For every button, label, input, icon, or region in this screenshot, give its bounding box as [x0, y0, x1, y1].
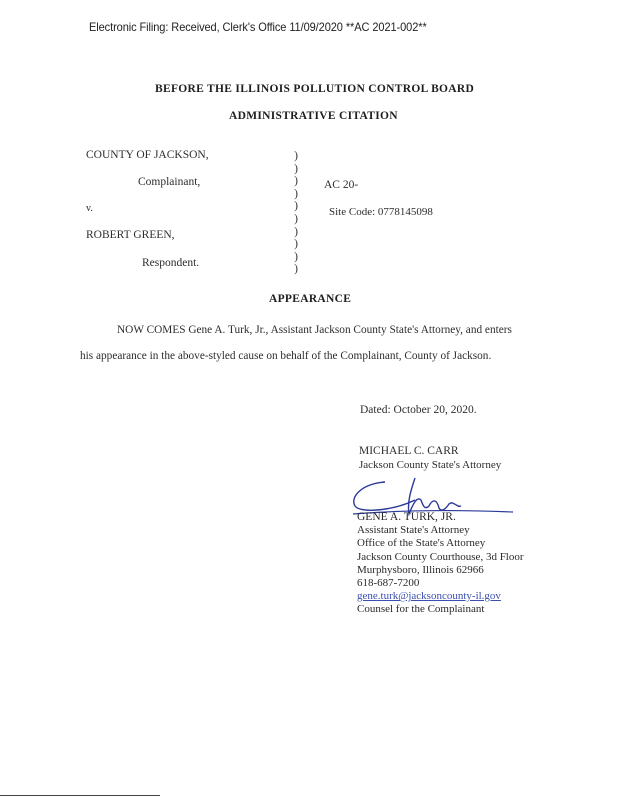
- paren: ): [294, 250, 298, 263]
- citation-heading: ADMINISTRATIVE CITATION: [229, 110, 398, 122]
- complainant-role: Complainant,: [138, 176, 201, 188]
- complainant-name: COUNTY OF JACKSON,: [86, 149, 209, 161]
- paren: ): [294, 212, 298, 225]
- counsel-role: Counsel for the Complainant: [357, 603, 485, 616]
- respondent-name: ROBERT GREEN,: [86, 229, 175, 241]
- paren: ): [294, 162, 298, 175]
- body-line-2: his appearance in the above-styled cause on behalf of the Complainant, County of Jackson.: [80, 350, 492, 362]
- phone-number: 618-687-7200: [357, 577, 420, 590]
- paren: ): [294, 238, 298, 251]
- signer-title: Assistant State's Attorney: [357, 524, 470, 537]
- signature-block: [357, 511, 524, 617]
- appearance-heading: APPEARANCE: [269, 293, 352, 305]
- bottom-divider: [0, 795, 160, 796]
- case-number: AC 20-: [324, 179, 359, 191]
- site-code: Site Code: 0778145098: [329, 206, 433, 218]
- paren: ): [294, 200, 298, 213]
- email-link[interactable]: gene.turk@jacksoncounty-il.gov: [357, 590, 501, 603]
- signer-name: GENE A. TURK, JR.: [357, 511, 456, 523]
- attorney-name: MICHAEL C. CARR: [359, 445, 459, 457]
- respondent-role: Respondent.: [142, 257, 200, 269]
- dated-line: Dated: October 20, 2020.: [360, 404, 477, 416]
- address-line-1: Jackson County Courthouse, 3d Floor: [357, 550, 524, 563]
- paren: ): [294, 187, 298, 200]
- attorney-title: Jackson County State's Attorney: [359, 459, 502, 471]
- board-heading: BEFORE THE ILLINOIS POLLUTION CONTROL BOARD: [155, 83, 475, 95]
- paren: ): [294, 225, 298, 238]
- address-line-2: Murphysboro, Illinois 62966: [357, 563, 484, 576]
- paren: ): [294, 175, 298, 188]
- paren: ): [294, 150, 298, 162]
- filing-stamp: Electronic Filing: Received, Clerk's Office 11/09/2020 **AC 2021-002**: [89, 20, 427, 34]
- paren: ): [294, 263, 298, 276]
- caption-parentheses: [292, 150, 300, 276]
- body-line-1: NOW COMES Gene A. Turk, Jr., Assistant Jackson County State's Attorney, and enters: [117, 324, 512, 336]
- versus-label: v.: [86, 203, 93, 214]
- office-name: Office of the State's Attorney: [357, 537, 486, 550]
